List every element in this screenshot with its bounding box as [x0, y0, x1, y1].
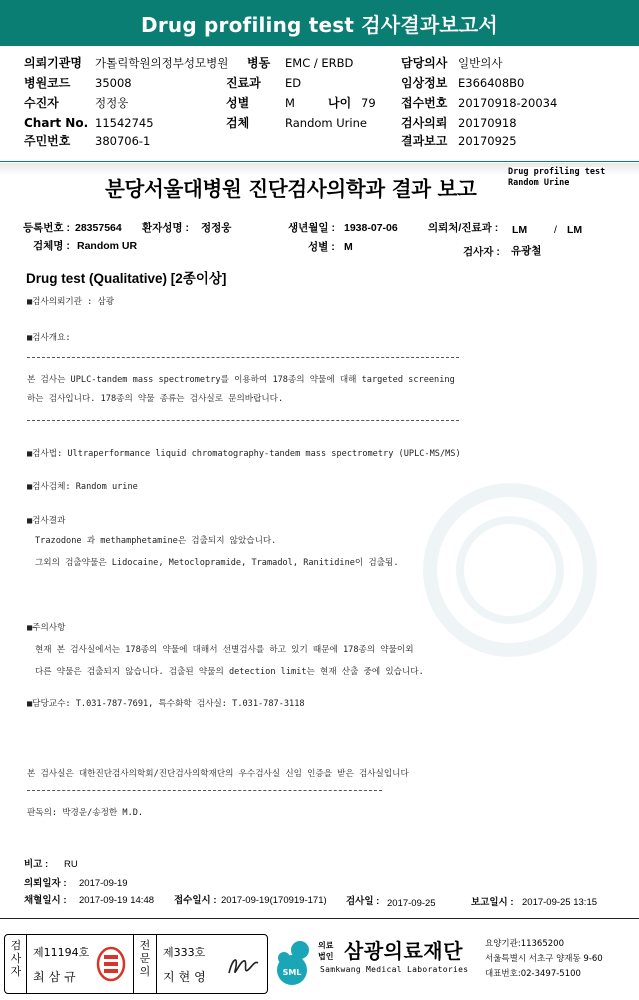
header-label: 검체 — [226, 116, 250, 130]
test-title: Drug test (Qualitative) [2종이상] — [26, 271, 227, 286]
received-label: 접수일시 : — [174, 895, 217, 906]
seal-stamp-icon — [95, 945, 127, 983]
test-date-value: 2017-09-25 — [387, 898, 436, 909]
org-type-line: 법인 — [318, 952, 334, 961]
dept-value: LM — [567, 224, 583, 236]
signature-role-label: 검 사 자 — [10, 939, 22, 978]
dept-label: 의뢰처/진료과 : — [428, 222, 499, 234]
note-label: 비고 : — [24, 859, 49, 870]
reg-value: 28357564 — [75, 222, 122, 234]
body-line: 그외의 검출약물은 Lidocaine, Metoclopramide, Tramadol, Ranitidine이 검출됨. — [35, 558, 399, 568]
test-date-label: 검사일 : — [346, 896, 380, 907]
org-phone: 대표번호:02-3497-5100 — [485, 969, 581, 979]
header-value: 일반의사 — [458, 56, 503, 70]
body-line: 본 검사는 UPLC-tandem mass spectrometry를 이용하여 178종의 약물에 대해 targeted screening — [27, 375, 455, 385]
request-date-label: 의뢰일자 : — [24, 878, 67, 889]
body-line: ■검사의뢰기관 : 삼광 — [27, 297, 115, 307]
header-label: 담당의사 — [401, 56, 448, 70]
header-label: 병원코드 — [24, 76, 71, 90]
signature-role-label: 전 문 의 — [139, 939, 151, 978]
header-label: 성별 — [226, 96, 250, 110]
header-label: 병동 — [247, 56, 271, 70]
header-value: 20170925 — [458, 134, 517, 148]
received-value: 2017-09-19(170919-171) — [221, 895, 327, 906]
header-label: 임상정보 — [401, 76, 448, 90]
header-value: E366408B0 — [458, 76, 525, 90]
specimen-label: 검체명 : — [33, 240, 70, 252]
request-date-value: 2017-09-19 — [79, 878, 128, 889]
report-banner — [0, 0, 639, 46]
report-date-value: 2017-09-25 13:15 — [522, 897, 598, 908]
corner-line: Random Urine — [508, 178, 570, 188]
body-line: 본 검사실은 대한진단검사의학회/진단검사의학재단의 우수검사실 신임 인증을 받은 검사실입니다 — [27, 769, 409, 779]
report-title: 분당서울대병원 진단검사의학과 결과 보고 — [105, 177, 477, 201]
header-label: 수진자 — [24, 96, 59, 110]
org-type — [318, 940, 333, 962]
body-line: ■검사개요: — [27, 333, 71, 343]
body-line: 판독의: 박경운/송정한 M.D. — [27, 808, 144, 818]
body-line: ■검사결과 — [27, 516, 66, 526]
corner-line: Drug profiling test — [508, 167, 606, 177]
sex-value: M — [344, 241, 353, 253]
org-address: 서울특별시 서초구 양재동 9-60 — [485, 954, 603, 964]
footer-divider — [0, 918, 639, 919]
header-label: 진료과 — [226, 76, 261, 90]
sml-logo-icon — [272, 938, 314, 990]
dob-label: 생년월일 : — [288, 222, 335, 234]
collection-value: 2017-09-19 14:48 — [79, 895, 155, 906]
header-value: 79 — [361, 96, 376, 110]
header-label: 나이 — [328, 96, 352, 110]
license-number: 제333호 — [163, 946, 206, 959]
handwritten-signature — [225, 951, 261, 981]
patient-value: 정정웅 — [201, 222, 232, 234]
body-line: ■검사법: Ultraperformance liquid chromatography-tandem mass spectrometry (UPLC-MS/MS) — [27, 449, 461, 459]
org-type-line: 의료 — [318, 941, 334, 950]
header-label: 의뢰기관명 — [24, 56, 82, 70]
header-label: 주민번호 — [24, 134, 71, 148]
header-label: 결과보고 — [401, 134, 448, 148]
dept-value: LM — [512, 224, 528, 236]
header-label: Chart No. — [24, 116, 89, 130]
signer-name: 지현영 — [163, 970, 210, 984]
body-line: ■담당교수: T.031-787-7691, 특수화학 검사실: T.031-787-3118 — [27, 699, 305, 709]
body-line: 하는 검사입니다. 178종의 약물 종류는 검사실로 문의바랍니다. — [27, 394, 284, 404]
reg-label: 등록번호 : — [23, 222, 70, 234]
org-english-name: Samkwang Medical Laboratories — [320, 965, 469, 974]
examiner-label: 검사자 : — [463, 246, 500, 258]
banner-title: Drug profiling test 검사결과보고서 — [141, 12, 498, 37]
header-value: 11542745 — [95, 116, 154, 130]
header-value: 가톨릭학원의정부성모병원 — [95, 56, 229, 70]
body-line: ■검사검체: Random urine — [27, 482, 138, 492]
header-label: 접수번호 — [401, 96, 448, 110]
header-value: Random Urine — [285, 116, 367, 130]
specimen-value: Random UR — [77, 240, 138, 252]
examiner-value: 유광철 — [511, 245, 542, 257]
header-value: ED — [285, 76, 302, 90]
license-number: 제11194호 — [33, 946, 90, 959]
header-value: 20170918-20034 — [458, 96, 558, 110]
logo-text: SML — [282, 968, 302, 977]
header-value: 380706-1 — [95, 134, 151, 148]
org-code: 요양기관:11365200 — [485, 939, 564, 949]
report-corner-label — [508, 167, 605, 189]
org-name: 삼광의료재단 — [344, 939, 463, 963]
report-date-label: 보고일시 : — [471, 897, 514, 908]
body-line: 다른 약물은 검출되지 않습니다. 검출된 약물의 detection limit는 현재 산출 중에 있습니다. — [35, 667, 424, 677]
dashed-divider — [27, 420, 459, 421]
body-line: 현재 본 검사실에서는 178종의 약물에 대해서 선별검사를 하고 있기 때문에 178종의 약물이외 — [35, 645, 414, 655]
dept-separator: / — [554, 224, 557, 236]
header-value: 정정웅 — [95, 96, 129, 110]
watermark-logo — [380, 470, 639, 670]
header-value: M — [285, 96, 295, 110]
dashed-divider — [27, 357, 459, 358]
header-value: 35008 — [95, 76, 132, 90]
header-value: EMC / ERBD — [285, 56, 354, 70]
body-line: Trazodone 과 methamphetamine은 검출되지 않았습니다. — [35, 536, 277, 546]
header-label: 검사의뢰 — [401, 116, 448, 130]
dashed-divider — [27, 790, 382, 791]
header-value: 20170918 — [458, 116, 517, 130]
signature-box — [4, 934, 268, 994]
dob-value: 1938-07-06 — [344, 222, 398, 234]
body-line: ■주의사항 — [27, 623, 66, 633]
sex-label: 성별 : — [308, 241, 335, 253]
patient-label: 환자성명 : — [142, 222, 189, 234]
note-value: RU — [64, 859, 78, 870]
header-divider — [0, 161, 639, 162]
signer-name: 최삼규 — [33, 970, 80, 984]
collection-label: 채혈일시 : — [24, 895, 67, 906]
